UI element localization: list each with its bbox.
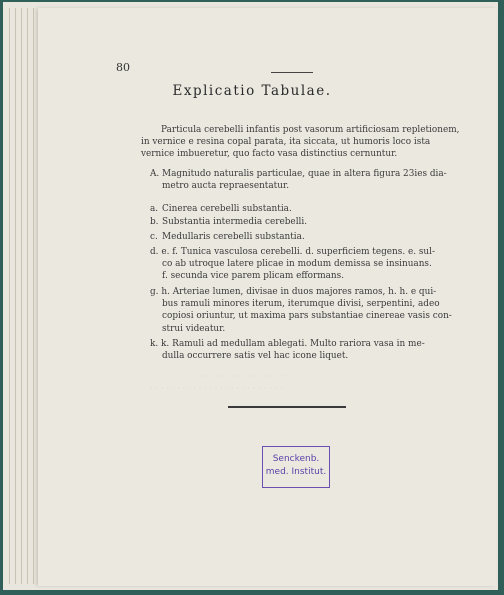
entry-kk: [150, 338, 470, 362]
entry-text: Substantia intermedia cerebelli.: [162, 217, 308, 227]
stamp-line: med. Institut.: [265, 467, 327, 477]
footer-rule: [228, 406, 346, 408]
entry-a: [150, 203, 470, 215]
intro-line: in vernice e resina copal parata, ita siccata, ut humoris loco ista: [141, 137, 431, 148]
entry-text: co ab utroque latere plicae in modum demissa se insinuans.: [162, 259, 432, 270]
stamp-line: Senckenb.: [272, 454, 320, 464]
entry-text: copiosi oriuntur, ut maxima pars substantiae cinereae vasis con-: [162, 311, 452, 322]
intro-line: Particula cerebelli infantis post vasorum artificiosam repletionem,: [161, 125, 460, 135]
entry-text: metro aucta repraesentatur.: [162, 181, 290, 192]
entry-text: Cinerea cerebelli substantia.: [162, 204, 292, 214]
entry-label: a.: [150, 204, 159, 214]
entry-text: Ramuli ad medullam ablegati. Multo rariora vasa in me-: [172, 339, 425, 349]
entry-text: Magnitudo naturalis particulae, quae in altera figura 23ies dia-: [162, 169, 447, 179]
library-stamp: [262, 446, 330, 488]
entry-label: g. h.: [150, 287, 170, 297]
entry-text: Tunica vasculosa cerebelli. d. superficiem tegens. e. sul-: [180, 247, 435, 257]
intro-paragraph: [141, 124, 471, 161]
page-title: Explicatio Tabulae.: [172, 83, 332, 99]
intro-line: vernice imbueretur, quo facto vasa distinctius cernuntur.: [141, 149, 398, 160]
entry-c: [150, 231, 470, 243]
entry-label: A.: [150, 169, 160, 179]
header-rule: [271, 72, 313, 73]
entry-def: [150, 246, 470, 283]
entry-b: [150, 216, 470, 228]
entry-gh: [150, 286, 470, 335]
entry-text: dulla occurrere satis vel hac icone liquet.: [162, 351, 349, 362]
entry-label: d. e. f.: [150, 247, 179, 257]
entry-a-upper: [150, 168, 470, 192]
show-through-text: · · · · · · · · · · · · · · · · · · · · · · · · ·: [150, 384, 283, 394]
entry-text: bus ramuli minores iterum, iterumque divisi, serpentini, adeo: [162, 299, 440, 310]
entry-text: Medullaris cerebelli substantia.: [162, 232, 305, 242]
show-through-text: · · · · · · · · · · · · · · · · · · · ·: [200, 372, 306, 382]
entry-text: strui videatur.: [162, 323, 226, 334]
entry-text: Arteriae lumen, divisae in duos majores ramos, h. h. e qui-: [172, 287, 437, 297]
entry-label: c.: [150, 232, 158, 242]
entry-label: k. k.: [150, 339, 170, 349]
page-number: 80: [116, 61, 130, 74]
entry-text: f. secunda vice parem plicam efformans.: [162, 271, 345, 282]
entry-label: b.: [150, 217, 159, 227]
